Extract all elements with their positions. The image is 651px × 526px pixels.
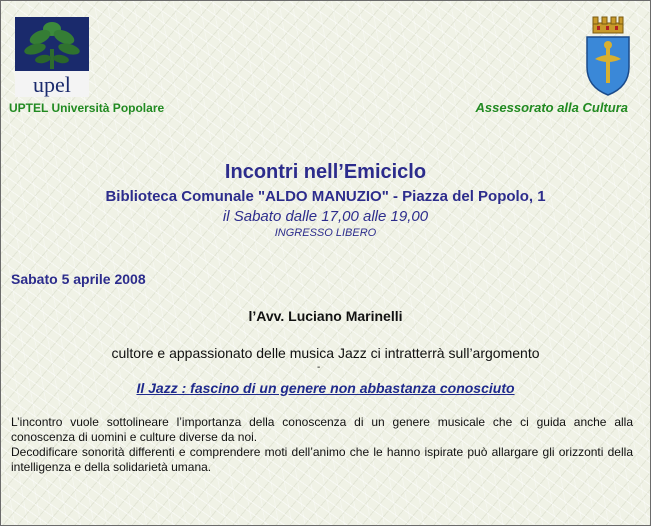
description-paragraph: L’incontro vuole sottolineare l’importanza della conoscenza di un genere musicale che ci guida anche alla conoscenza di uomini e culture diverse da noi. xyxy=(11,415,633,444)
uptel-org-name: UPTEL Università Popolare xyxy=(9,101,165,115)
event-admission: INGRESSO LIBERO xyxy=(274,227,377,239)
event-venue: Biblioteca Comunale "ALDO MANUZIO" - Piazza del Popolo, 1 xyxy=(105,188,546,205)
svg-text:upel: upel xyxy=(33,72,71,97)
description-paragraph: Decodificare sonorità differenti e comprendere moti dell’animo che le hanno ispirate può allargare gli orizzonti della intelligenza e della solidarietà umana. xyxy=(11,445,633,474)
tree-icon xyxy=(15,17,89,97)
speaker-intro: cultore e appassionato delle musica Jazz ci intratterrà sull’argomento xyxy=(111,345,540,361)
event-schedule: il Sabato dalle 17,00 alle 19,00 xyxy=(222,208,429,225)
cultural-department-name: Assessorato alla Cultura xyxy=(475,100,628,115)
talk-topic: Il Jazz : fascino di un genere non abbastanza conosciuto xyxy=(136,380,515,396)
separator-dash: - xyxy=(317,362,321,373)
event-description xyxy=(11,415,633,475)
municipal-crest xyxy=(583,15,633,97)
speaker-name: l’Avv. Luciano Marinelli xyxy=(248,308,403,324)
event-title: Incontri nell’Emiciclo xyxy=(224,161,427,183)
coat-of-arms-icon xyxy=(583,15,633,97)
uptel-logo xyxy=(15,17,89,97)
event-date: Sabato 5 aprile 2008 xyxy=(11,271,146,287)
